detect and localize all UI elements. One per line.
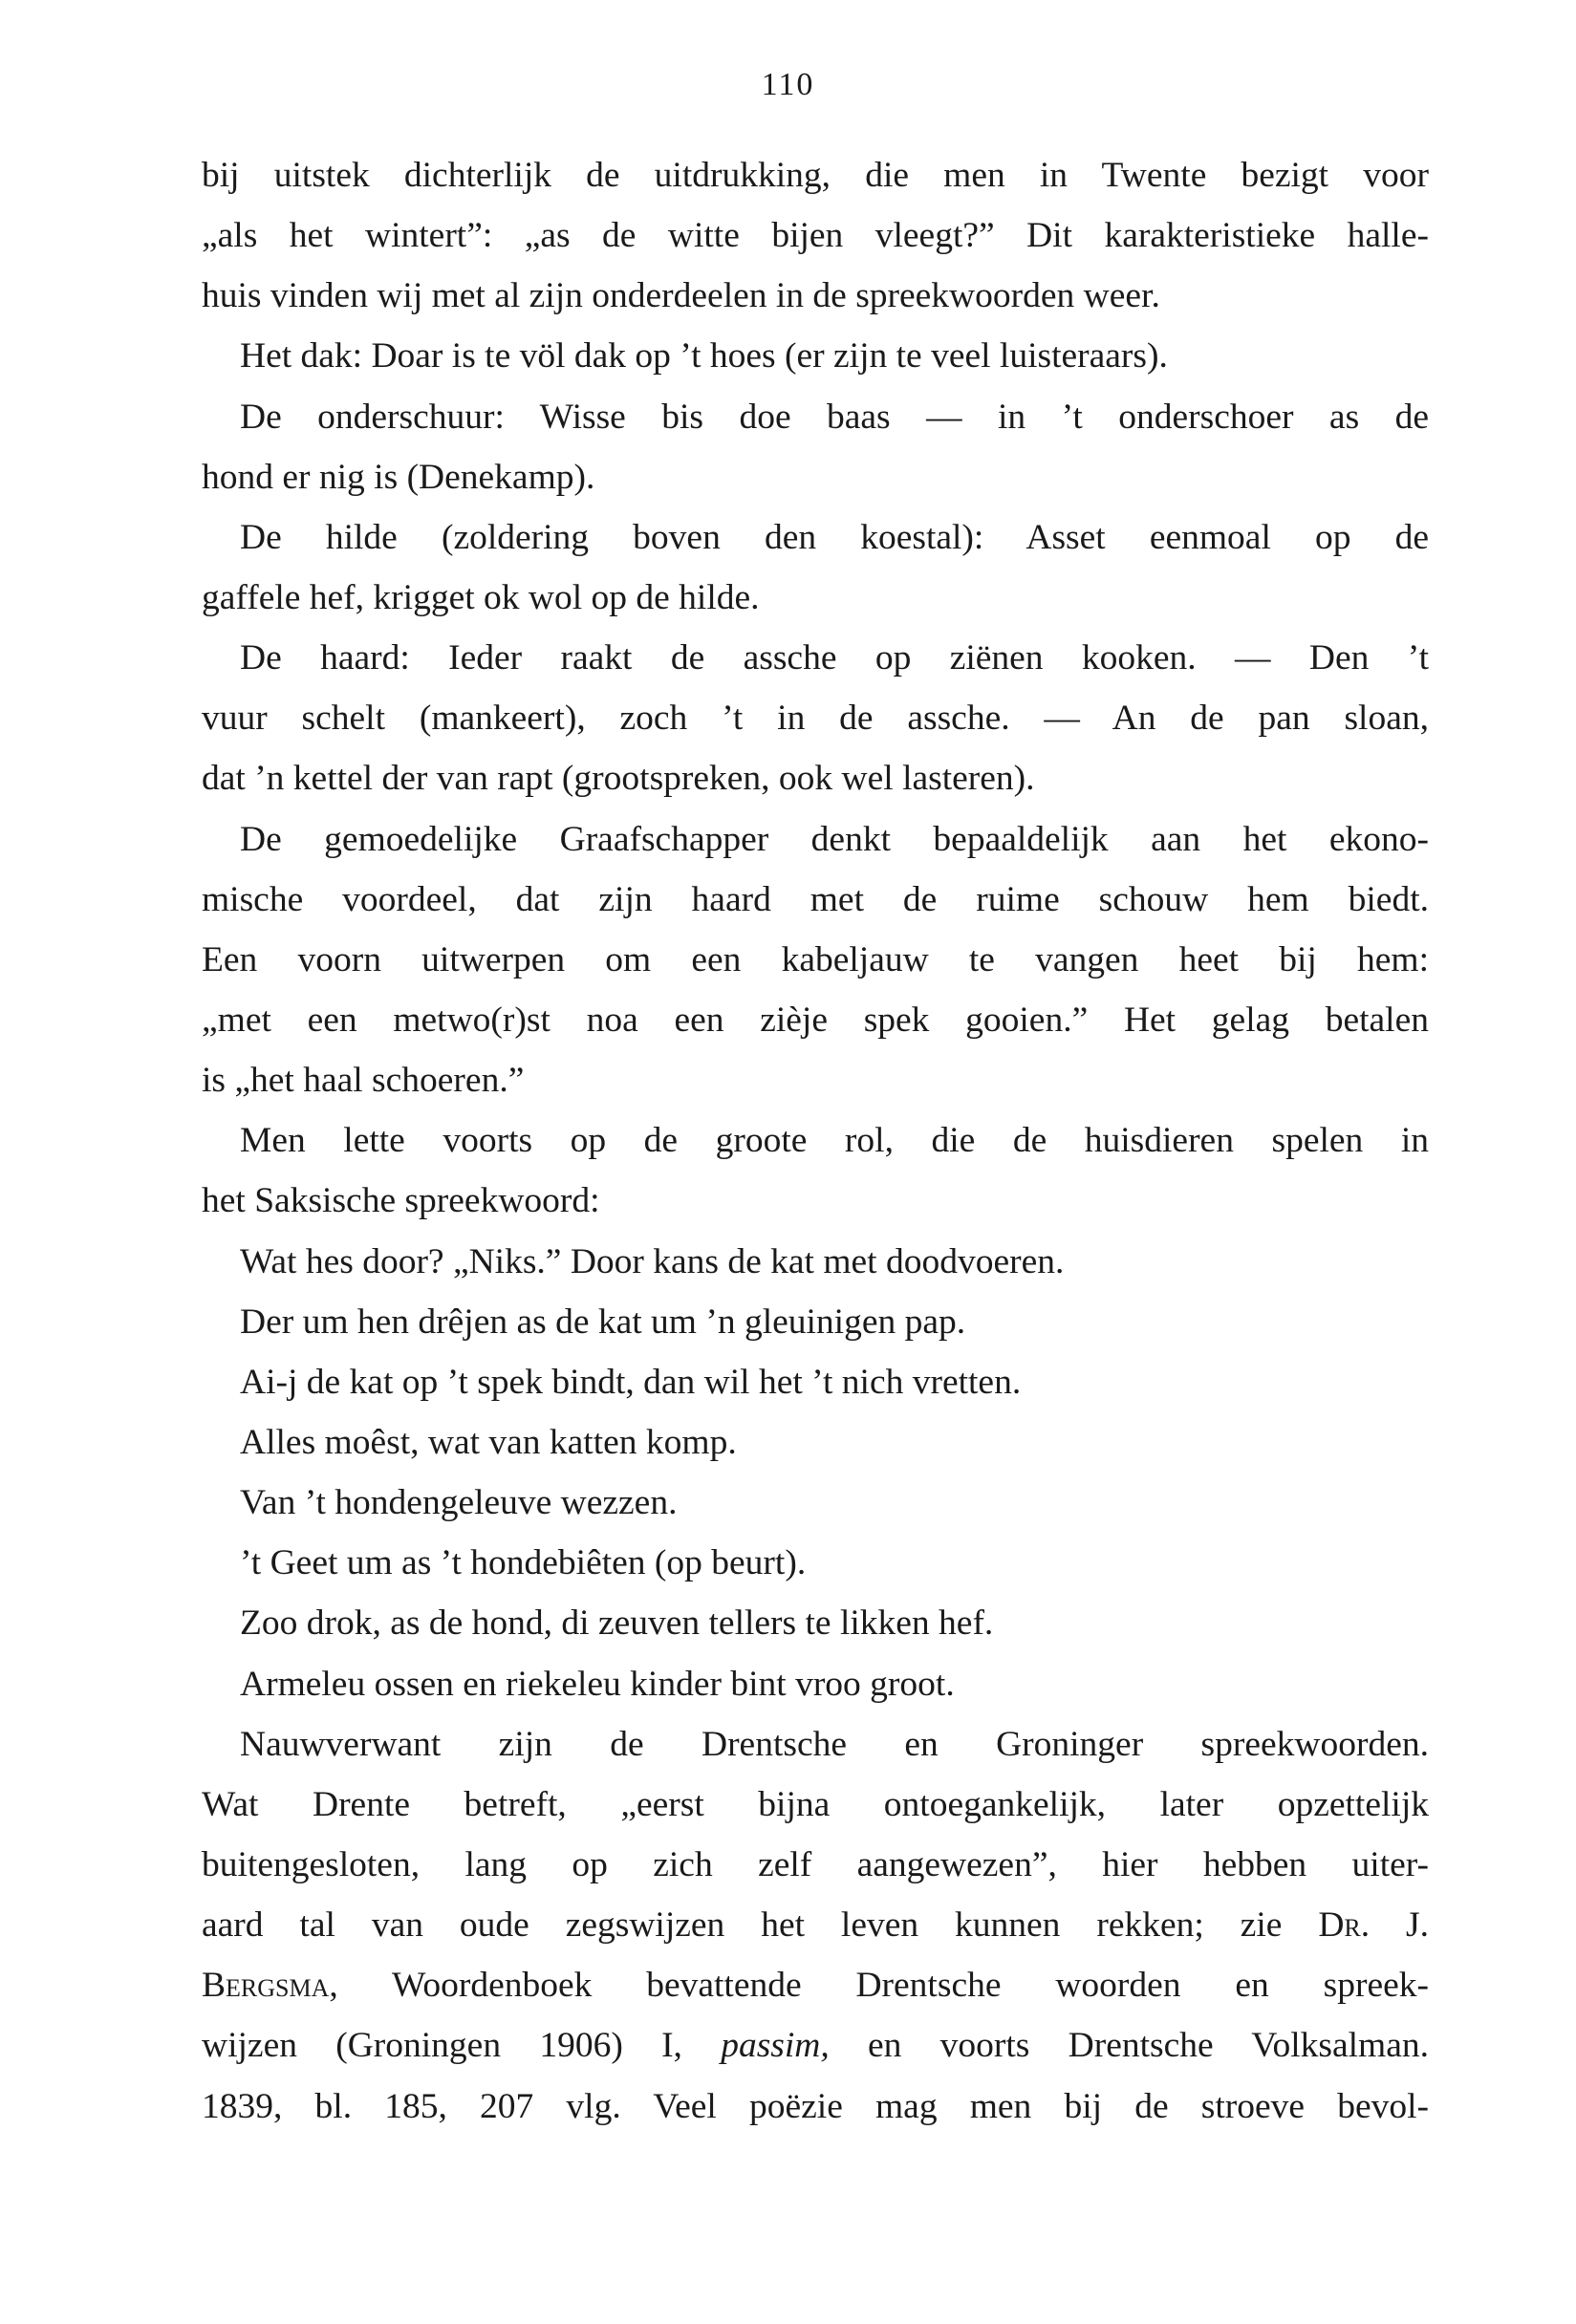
text-line: hond er nig is (Denekamp). xyxy=(202,457,595,497)
text-line: De gemoedelijke Graafschapper denkt bepaaldelijk aan het ekono- xyxy=(240,819,1429,859)
text-line: dat ’n kettel der van rapt (grootspreken, ook wel lasteren). xyxy=(202,759,1035,799)
proverb-line: Armeleu ossen en riekeleu kinder bint vroo groot. xyxy=(240,1664,955,1704)
text-fragment: aard tal van oude zegswijzen het leven kunnen rekken; zie xyxy=(202,1905,1283,1946)
text-line: „met een metwo(r)st noa een zièje spek gooien.” Het gelag betalen xyxy=(202,1000,1429,1040)
text-line: mische voordeel, dat zijn haard met de ruime schouw hem biedt. xyxy=(202,879,1429,919)
proverb-line: Ai-j de kat op ’t spek bindt, dan wil het ’t nich vretten. xyxy=(240,1362,1022,1402)
page-number: 110 xyxy=(761,67,815,102)
text-line: Het dak: Doar is te völ dak op ’t hoes (er zijn te veel luisteraars). xyxy=(240,336,1168,377)
text-fragment: en voorts Drentsche Volksalman. xyxy=(868,2026,1429,2066)
text-line: De onderschuur: Wisse bis doe baas — in ’t onderschoer as de xyxy=(240,397,1429,437)
text-line: Men lette voorts op de groote rol, die de huisdieren spelen in xyxy=(240,1121,1429,1161)
text-line: „als het wintert”: „as de witte bijen vleegt?” Dit karakteristieke halle- xyxy=(202,216,1429,256)
text-line: vuur schelt (mankeert), zoch ’t in de assche. — An de pan sloan, xyxy=(202,699,1429,739)
proverb-line: Wat hes door? „Niks.” Door kans de kat met doodvoeren. xyxy=(240,1241,1065,1281)
body-text xyxy=(202,145,1429,2137)
text-line: het Saksische spreekwoord: xyxy=(202,1181,600,1221)
text-line: buitengesloten, lang op zich zelf aangewezen”, hier hebben uiter- xyxy=(202,1844,1429,1884)
text-line: De haard: Ieder raakt de assche op ziënen kooken. — Den ’t xyxy=(240,638,1429,678)
text-line: De hilde (zoldering boven den koestal): Asset eenmoal op de xyxy=(240,517,1429,557)
proverb-line: Van ’t hondengeleuve wezzen. xyxy=(240,1483,678,1523)
text-fragment: Woordenboek bevattende Drentsche woorden en spreek- xyxy=(391,1966,1430,2006)
text-line: Een voorn uitwerpen om een kabeljauw te vangen heet bij hem: xyxy=(202,939,1429,979)
proverb-line: ’t Geet um as ’t hondebiêten (op beurt). xyxy=(240,1543,807,1583)
author-title: Dr. J. xyxy=(1318,1905,1430,1946)
text-line: Nauwverwant zijn de Drentsche en Groninger spreekwoorden. xyxy=(240,1724,1429,1764)
text-line: is „het haal schoeren.” xyxy=(202,1061,525,1101)
text-line xyxy=(202,2015,1429,2076)
proverb-line: Zoo drok, as de hond, di zeuven tellers te likken hef. xyxy=(240,1603,994,1644)
italic-passim: passim, xyxy=(721,2026,830,2066)
text-line: Wat Drente betreft, „eerst bijna ontoegankelijk, later opzettelijk xyxy=(202,1784,1429,1824)
text-line: 1839, bl. 185, 207 vlg. Veel poëzie mag men bij de stroeve bevol- xyxy=(202,2086,1429,2126)
author-name: Bergsma, xyxy=(202,1966,338,2006)
proverb-line: Der um hen drêjen as de kat um ’n gleuinigen pap. xyxy=(240,1302,966,1342)
proverb-line: Alles moêst, wat van katten komp. xyxy=(240,1422,737,1462)
text-line xyxy=(202,1955,1429,2015)
text-line: gaffele hef, krigget ok wol op de hilde. xyxy=(202,577,760,617)
text-line: bij uitstek dichterlijk de uitdrukking, die men in Twente bezigt voor xyxy=(202,156,1429,195)
text-line xyxy=(202,1895,1429,1955)
text-line: huis vinden wij met al zijn onderdeelen in de spreekwoorden weer. xyxy=(202,276,1160,316)
text-fragment: wijzen (Groningen 1906) I, xyxy=(202,2026,682,2066)
